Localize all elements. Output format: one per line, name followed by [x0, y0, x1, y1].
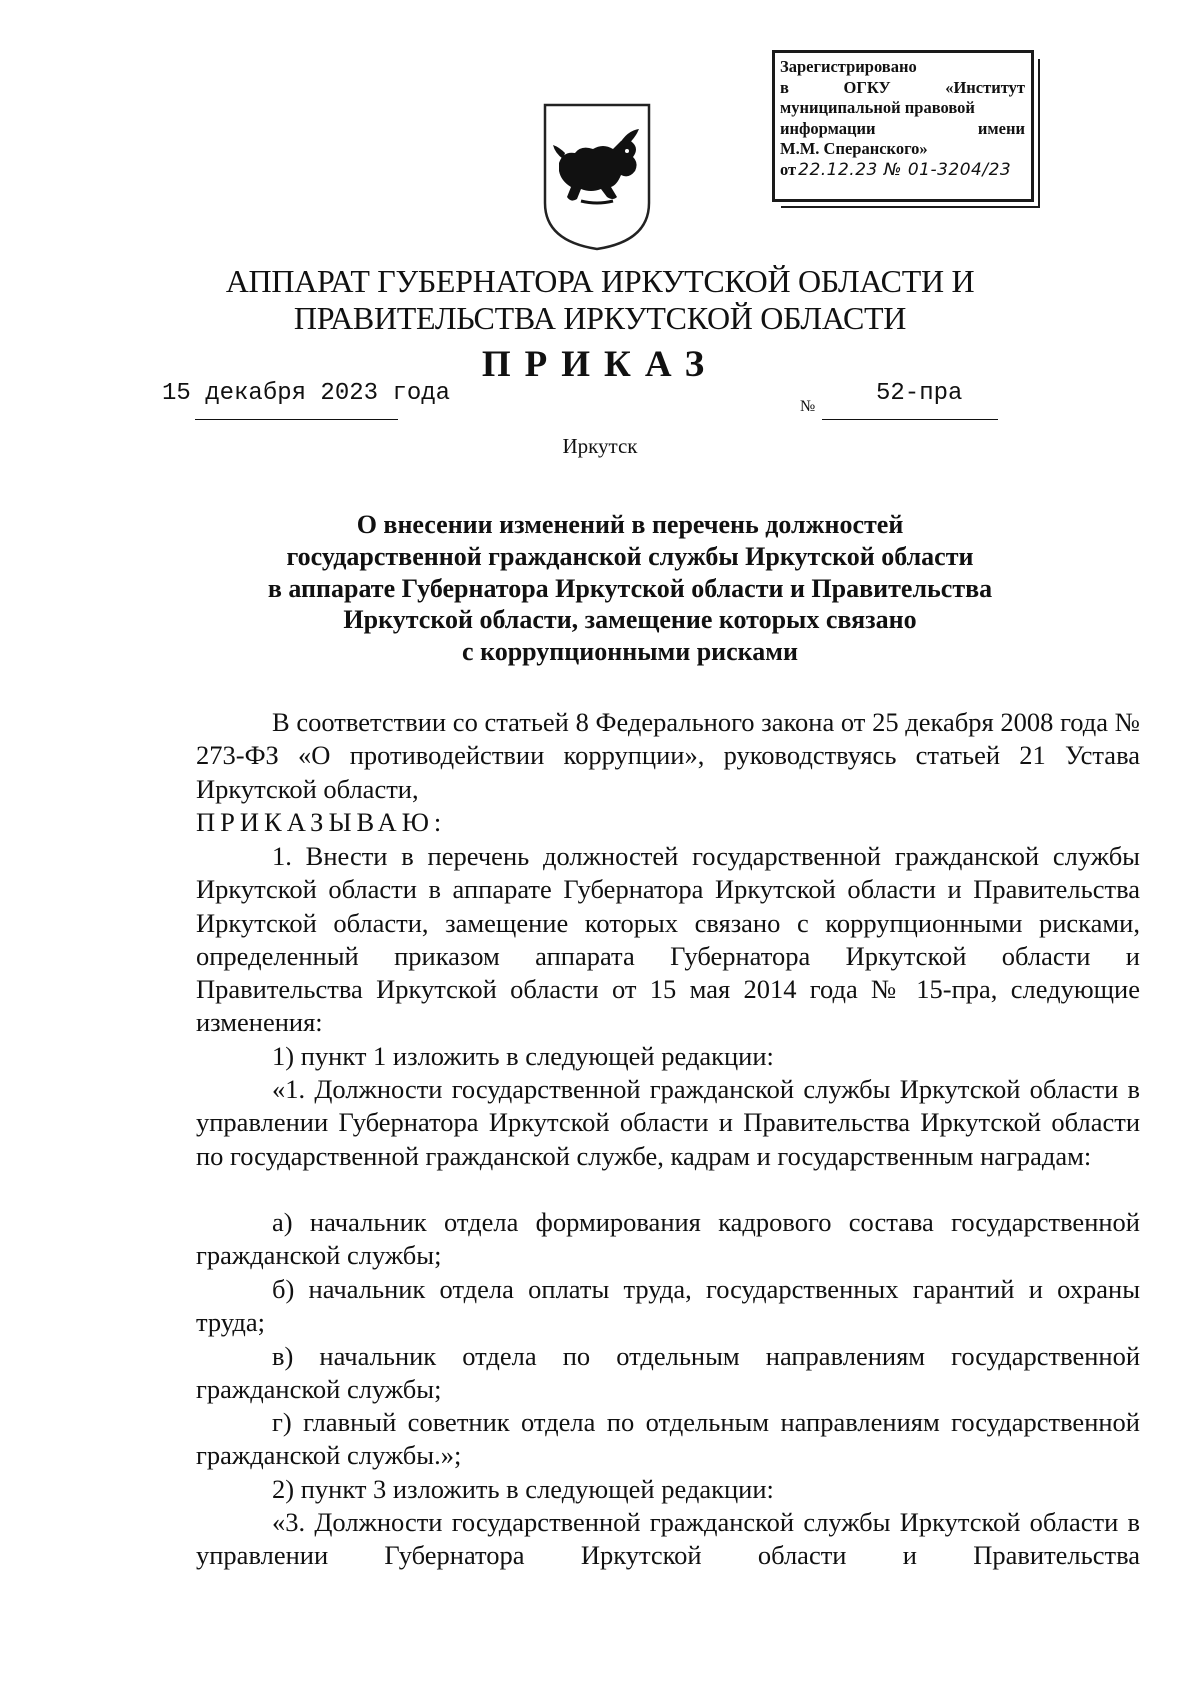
body-paragraph-b: б) начальник отдела оплаты труда, государственных гарантий и охраны труда; — [196, 1274, 1140, 1338]
body-paragraph-a: а) начальник отдела формирования кадрового состава государственной гражданской службы; — [196, 1207, 1140, 1271]
stamp-line: в ОГКУ «Институт — [780, 77, 1025, 97]
stamp-line: Зарегистрировано — [780, 57, 917, 76]
handwritten-registration-number: 22.12.23 № 01-3204/23 — [798, 159, 1012, 180]
stamp-line: информации имени — [780, 118, 1025, 138]
body-paragraph-subitem-1: 1) пункт 1 изложить в следующей редакции: — [272, 1041, 774, 1071]
body-paragraph-v: в) начальник отдела по отдельным направлениям государственной гражданской службы; — [196, 1341, 1140, 1405]
agency-name: АППАРАТ ГУБЕРНАТОРА ИРКУТСКОЙ ОБЛАСТИ И ПРАВИТЕЛЬСТВА ИРКУТСКОЙ ОБЛАСТИ — [225, 263, 975, 336]
number-underline — [822, 419, 998, 420]
body-paragraph-preamble: В соответствии со статьей 8 Федерального закона от 25 декабря 2008 года № 273-ФЗ «О противодействии коррупции», руководствуясь статьей 21 Устава Иркутской области, — [196, 707, 1140, 804]
order-number: 52-пра — [876, 380, 963, 407]
document-title: О внесении изменений в перечень должностей государственной гражданской службы Иркутской области в аппарате Губернатора Иркутской области и Правительства Иркутской области, замещение которых связано с коррупционными рисками — [267, 510, 993, 667]
order-word: ПРИКАЗЫВАЮ: — [196, 807, 447, 837]
city: Иркутск — [562, 434, 638, 458]
date-underline — [195, 419, 398, 420]
document-type: ПРИКАЗ — [481, 344, 719, 385]
stamp-line: М.М. Сперанского» — [780, 139, 928, 158]
body-paragraph-quote-3: «3. Должности государственной гражданской службы Иркутской области в управлении Губернатора Иркутской области и Правительства — [196, 1507, 1140, 1571]
registration-stamp — [772, 50, 1034, 202]
body-paragraph-g: г) главный советник отдела по отдельным направлениям государственной гражданской службы.»; — [196, 1407, 1140, 1471]
number-sign: № — [800, 398, 816, 415]
body-paragraph-subitem-2: 2) пункт 3 изложить в следующей редакции: — [272, 1474, 774, 1504]
order-date: 15 декабря 2023 года — [162, 380, 451, 407]
coat-of-arms-emblem — [541, 101, 653, 253]
body-paragraph-item-1: 1. Внести в перечень должностей государственной гражданской службы Иркутской области в аппарате Губернатора Иркутской области и Правительства Иркутской области, замещение которых связано с коррупционными рисками, определенный приказом аппарата Губернатора Иркутской области и Правительства Иркутской области от 15 мая 2014 года № 15-пра, следующие изменения: — [196, 841, 1140, 1038]
stamp-line: от 22.12.23 № 01-3204/23 — [780, 159, 1012, 180]
body-paragraph-quote-1: «1. Должности государственной гражданской службы Иркутской области в управлении Губернатора Иркутской области и Правительства Иркутской области по государственной гражданской службе, кадрам и государственным наградам: — [196, 1074, 1140, 1171]
stamp-line: муниципальной правовой — [780, 98, 975, 117]
